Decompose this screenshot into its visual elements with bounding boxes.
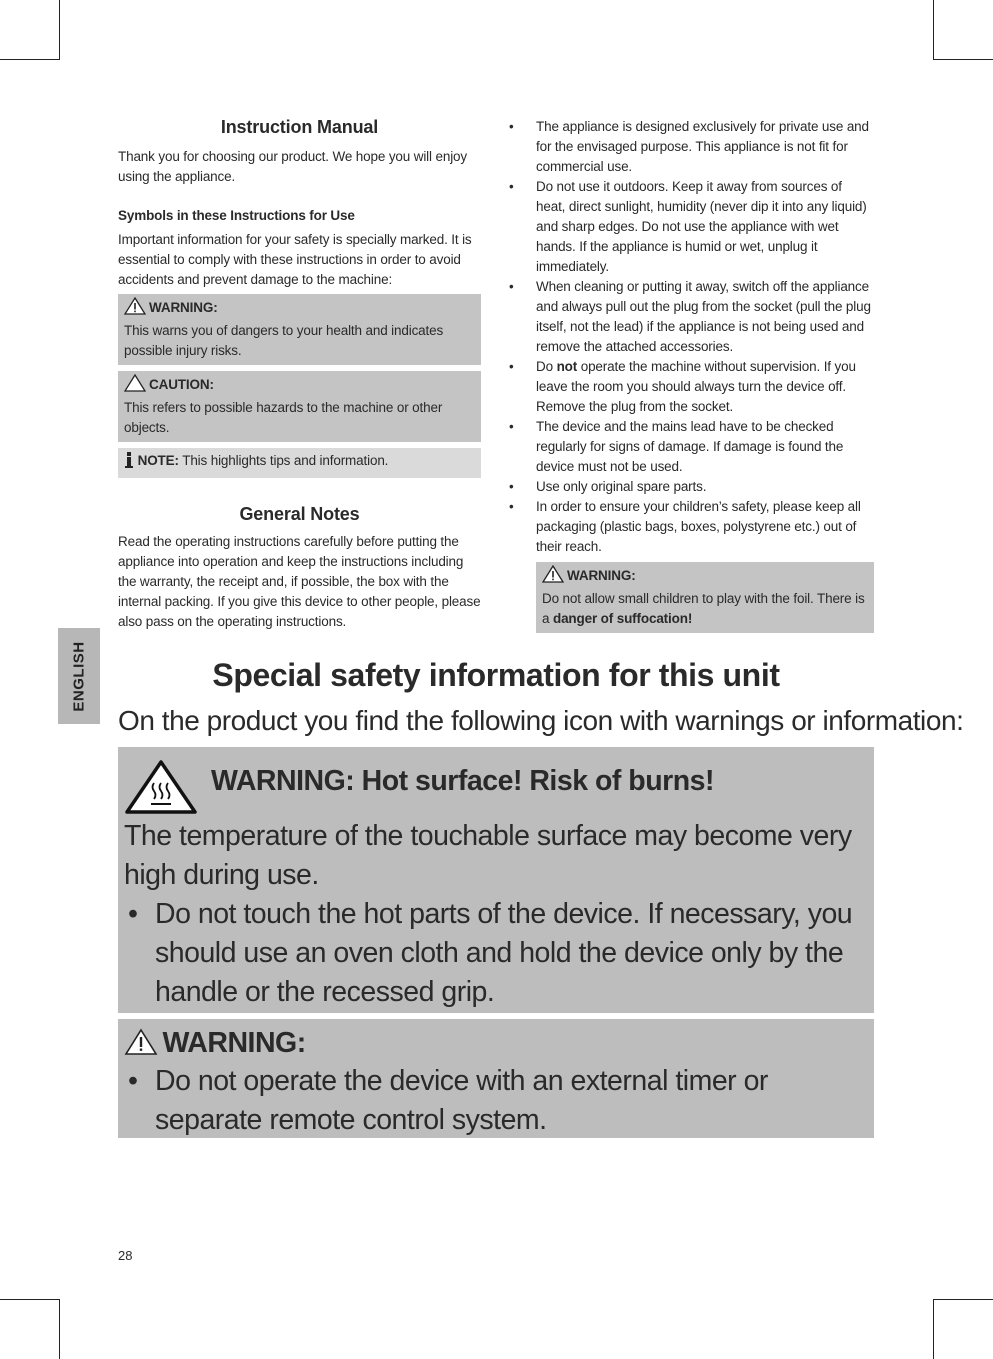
warning-triangle-icon — [124, 297, 146, 321]
language-tab-label: ENGLISH — [70, 640, 88, 712]
crop-mark — [0, 59, 60, 60]
note-label: NOTE: — [137, 453, 179, 468]
crop-mark — [933, 59, 993, 60]
caution-label: CAUTION: — [149, 377, 214, 392]
crop-mark — [933, 1299, 934, 1359]
list-item: • Do not touch the hot parts of the device. If necessary, you should use an oven cloth and hold the device only by the handle or the recessed grip. — [124, 895, 864, 1012]
list-item: • In order to ensure your children’s safety, please keep all packaging (plastic bags, boxes, polystyrene etc.) out of their reach. — [506, 497, 874, 557]
warning-label: WARNING: — [567, 568, 636, 583]
warning-label: WARNING: — [162, 1027, 306, 1059]
list-item: • The appliance is designed exclusively for private use and for the envisaged purpose. This appliance is not fit for commercial use. — [506, 117, 874, 177]
intro-text: Thank you for choosing our product. We hope you will enjoy using the appliance. — [118, 149, 468, 184]
list-item: • Do not use it outdoors. Keep it away from sources of heat, direct sunlight, humidity (never dip it into any liquid) and sharp edges. Do not use the appliance with wet hands. If the appliance is humid or wet, unplug it immediately. — [506, 177, 874, 277]
info-icon — [124, 452, 134, 474]
general-notes-text: Read the operating instructions carefully before putting the appliance into operation and keep the instructions including the warranty, the receipt and, if possible, the box with the internal packing. If you give this device to other people, please also pass on the operating instructions. — [118, 534, 481, 629]
warning-label: WARNING: — [149, 300, 218, 315]
warning-triangle-icon — [542, 565, 564, 589]
general-notes-heading: General Notes — [239, 504, 360, 524]
list-item: • Do not operate the device with an external timer or separate remote control system. — [124, 1062, 864, 1140]
do-not-prefix: Do — [536, 359, 557, 374]
warning-text: Do not allow small children to play with the foil. There is a — [542, 591, 865, 626]
hot-surface-text: The temperature of the touchable surface may become very high during use. — [124, 820, 852, 891]
left-column — [118, 117, 481, 632]
hot-surface-warning-box — [118, 747, 874, 1013]
symbols-text: Important information for your safety is specially marked. It is essential to comply with these instructions in order to avoid accidents and prevent damage to the machine: — [118, 232, 472, 287]
right-column — [506, 117, 874, 633]
crop-mark — [59, 1299, 60, 1359]
crop-mark — [933, 0, 934, 60]
suffocation-warning-box — [536, 562, 874, 633]
special-safety-title: Special safety information for this unit — [212, 657, 780, 693]
list-item: • When cleaning or putting it away, switch off the appliance and always pull out the plug from the socket (pull the plug itself, not the lead) if the appliance is not being used and remove the attached accessories. — [506, 277, 874, 357]
caution-triangle-icon — [124, 374, 146, 398]
special-safety-intro: On the product you find the following icon with warnings or information: — [118, 705, 964, 736]
crop-mark — [0, 1299, 60, 1300]
note-text: This highlights tips and information. — [182, 453, 389, 468]
do-not-bold: not — [556, 359, 578, 374]
crop-mark — [933, 1299, 993, 1300]
safety-bullet-list — [506, 117, 874, 557]
page-number: 28 — [118, 1248, 133, 1263]
timer-warning-box — [118, 1019, 874, 1138]
caution-box — [118, 371, 481, 442]
do-not-rest: operate the machine without supervision. If you leave the room you should always turn the device off. Remove the plug from the socket. — [536, 359, 856, 414]
symbols-heading: Symbols in these Instructions for Use — [118, 208, 355, 223]
hot-surface-icon — [125, 759, 197, 820]
language-tab — [58, 628, 100, 724]
warning-triangle-icon — [124, 1028, 158, 1061]
note-box — [118, 448, 481, 478]
list-item: • Use only original spare parts. — [506, 477, 874, 497]
list-item — [506, 357, 874, 417]
list-item: • The device and the mains lead have to be checked regularly for signs of damage. If damage is found the device must not be used. — [506, 417, 874, 477]
warning-box — [118, 294, 481, 365]
instruction-manual-title: Instruction Manual — [220, 117, 379, 137]
caution-text: This refers to possible hazards to the machine or other objects. — [124, 400, 443, 435]
hot-surface-heading: WARNING: Hot surface! Risk of burns! — [211, 765, 714, 797]
crop-mark — [59, 0, 60, 60]
warning-text: This warns you of dangers to your health and indicates possible injury risks. — [124, 323, 444, 358]
warning-bold-text: danger of suffocation! — [552, 611, 693, 626]
